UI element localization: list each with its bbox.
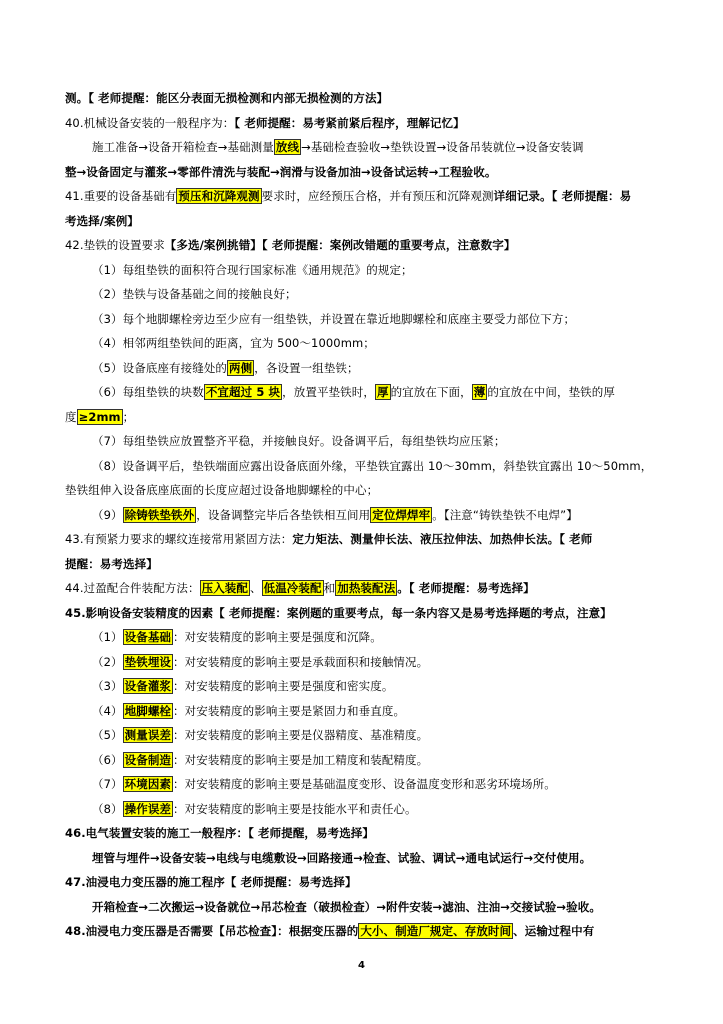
text-segment: ：对安装精度的影响主要是技能水平和责任心。: [173, 801, 417, 816]
text-segment: ，设备调整完毕后: [196, 507, 290, 522]
text-segment: →基础测量: [217, 140, 274, 154]
text-segment: ：对安装精度的影响主要是: [173, 703, 313, 718]
text-segment: （9）: [92, 507, 123, 522]
text-segment: ：对安装精度的影响主要是: [173, 777, 313, 791]
text-segment: 。设备调平后，每组垫铁均应: [319, 434, 471, 448]
text-line: [92, 699, 665, 723]
text-segment: （8）: [92, 801, 123, 816]
text-line: [92, 674, 665, 698]
text-segment: 详细记录。【 老师提醒：易: [493, 189, 632, 203]
text-segment: 44.过盈配合件装配方法：: [65, 581, 200, 595]
text-segment: ；: [122, 409, 135, 424]
highlighted-term: 厚: [376, 385, 389, 399]
highlighted-term: 低温冷装配: [263, 581, 322, 595]
text-segment: 【多选/案例挑错】【 老师提醒：案例改错题的重要考点，注意数字】: [164, 238, 516, 252]
text-segment: 接触良好: [273, 434, 320, 448]
highlighted-term: 地脚螺栓: [124, 703, 172, 718]
text-segment: 强度和沉降: [312, 630, 371, 644]
text-line: [92, 282, 665, 306]
text-line: [92, 331, 665, 355]
text-line: [65, 919, 665, 943]
text-line: [65, 870, 665, 894]
text-segment: ，并有: [377, 189, 413, 203]
text-line: [65, 209, 665, 233]
text-segment: ；: [285, 287, 297, 301]
text-segment: （4）: [92, 703, 123, 718]
text-segment: （2）垫铁与: [92, 287, 158, 301]
highlighted-term: 设备基础: [124, 630, 172, 644]
highlighted-term: 薄: [473, 385, 486, 399]
text-segment: 压紧: [470, 434, 494, 448]
text-segment: 41.重要的设备基础有: [65, 189, 177, 203]
text-segment: （7）每组垫铁应放置: [92, 434, 204, 448]
highlighted-term: 垫铁埋设: [124, 654, 172, 669]
text-line: [92, 356, 665, 380]
text-line: [65, 111, 665, 135]
text-segment: 斜垫铁: [503, 458, 539, 473]
highlighted-term: 预压和沉降观测: [178, 189, 260, 203]
text-segment: 每个地脚螺栓: [122, 311, 193, 326]
text-segment: 。: [393, 703, 406, 718]
highlighted-term: 设备制造: [124, 752, 172, 767]
page-number: 4: [358, 960, 365, 971]
text-segment: ：对安装精度的影响主要是: [173, 728, 313, 742]
text-segment: 。: [416, 728, 429, 742]
text-segment: 预压和沉降观测: [412, 189, 494, 203]
text-line: [65, 184, 665, 208]
text-segment: 一组垫铁: [261, 311, 309, 326]
text-segment: ，各设置一组垫铁: [254, 360, 348, 375]
text-line: [92, 650, 665, 674]
text-segment: ：对安装精度的影响主要是: [173, 752, 313, 767]
text-segment: 。: [544, 777, 556, 791]
text-segment: ，并: [250, 434, 274, 448]
text-segment: 平垫铁: [354, 458, 390, 473]
text-segment: 符合现行国家标准《通用规范》的规定；: [203, 262, 413, 277]
highlighted-term: 压入装配: [201, 581, 248, 595]
text-segment: 加工精度和装配精度: [312, 752, 417, 767]
text-segment: ，宜为 500～1000mm；: [238, 336, 375, 350]
text-line: [92, 503, 665, 527]
text-segment: 接触良好: [238, 287, 286, 301]
text-segment: 47.油浸电力变压器的施工程序【 老师提醒：易考选择】: [65, 875, 357, 889]
text-line: [92, 258, 665, 282]
text-line: [65, 576, 665, 600]
text-segment: 基础温度变形、设备温度变形和恶劣环境场所: [312, 777, 545, 791]
text-segment: →设备开箱: [138, 140, 195, 154]
text-line: [92, 135, 665, 159]
text-segment: 的宜放在中间，垫铁的厚: [487, 385, 615, 399]
text-segment: （5）设备底座有: [92, 360, 181, 375]
text-segment: 【 老师提醒：易考紧前紧后程序，理解记忆】: [234, 115, 465, 130]
highlighted-term: 大小、制造厂规定、存放时间: [360, 924, 512, 938]
text-segment: 考选择/案例】: [65, 213, 139, 228]
text-segment: 各垫铁相互间用: [289, 507, 371, 522]
text-segment: 开箱检查→二次搬运→设备就位→吊芯检查（破损检查）→附件安装→滤油、注油→交接试验→验收。: [92, 899, 601, 914]
text-line: [92, 454, 665, 478]
text-segment: 。: [370, 630, 382, 644]
highlighted-term: 操作误差: [124, 801, 172, 816]
text-line: [65, 233, 665, 257]
text-segment: 仪器精度、基准精度: [312, 728, 417, 742]
text-segment: 块数: [180, 385, 204, 399]
text-line: [65, 552, 665, 576]
text-line: [92, 748, 665, 772]
text-segment: 面积: [180, 262, 204, 277]
text-segment: →基础检查验收→垫铁设置→设备吊装就位→设备安装调: [301, 140, 584, 154]
text-segment: 、: [250, 581, 262, 595]
text-segment: 之间的: [203, 287, 239, 301]
text-segment: ：对安装精度的影响主要是: [173, 679, 313, 693]
text-segment: ；: [347, 360, 359, 375]
text-segment: 48.油浸电力变压器是否需要【吊芯检查】：根据变压器的: [65, 924, 359, 938]
text-line: [92, 895, 665, 919]
text-segment: 设备基础: [157, 287, 204, 301]
text-segment: 整齐平稳: [203, 434, 251, 448]
text-segment: 受力部位下方: [493, 311, 564, 326]
text-segment: ：对安装精度的影响主要是: [173, 654, 313, 669]
text-segment: 垫铁组伸入设备底座底面的长度应超过设备地脚螺栓的中心；: [65, 483, 379, 497]
highlighted-term: 定位焊焊牢: [372, 507, 431, 522]
highlighted-term: ≥2mm: [78, 409, 121, 424]
text-segment: ；: [563, 311, 576, 326]
text-segment: ；: [493, 434, 506, 448]
text-line: [65, 527, 665, 551]
text-segment: 42.垫铁的设置要求: [65, 238, 165, 252]
text-segment: 检查: [194, 140, 218, 154]
text-segment: （3）: [92, 679, 123, 693]
text-segment: 。: [416, 752, 429, 767]
text-line: [92, 625, 665, 649]
text-line: [92, 846, 665, 870]
text-segment: 。: [381, 679, 394, 693]
text-segment: （3）: [92, 311, 123, 326]
text-segment: （6）每组垫铁的: [92, 385, 181, 399]
text-segment: 。: [416, 654, 429, 669]
text-segment: 施工准备: [92, 140, 139, 154]
text-segment: 度: [65, 409, 77, 424]
text-line: [65, 160, 665, 184]
text-segment: （6）: [92, 752, 123, 767]
text-segment: ，: [343, 458, 355, 473]
text-segment: 宜露出 10～30mm，: [389, 458, 504, 473]
highlighted-term: 加热装配法: [337, 581, 396, 595]
text-line: [65, 821, 665, 845]
text-line: [65, 405, 665, 429]
text-segment: 强度和密实度: [312, 679, 382, 693]
text-segment: 紧固力和垂直度: [312, 703, 394, 718]
highlighted-term: 放线: [275, 140, 300, 154]
highlighted-term: 设备灌浆: [124, 679, 172, 693]
text-segment: 提醒：易考选择】: [65, 556, 158, 571]
text-line: [92, 772, 665, 796]
text-line: [92, 797, 665, 821]
highlighted-term: 环境因素: [124, 777, 172, 791]
text-segment: （2）: [92, 654, 123, 669]
text-segment: （8）设备调平后，垫铁端面应露出设备底面: [92, 458, 320, 473]
text-segment: 要求时，应经: [261, 189, 332, 203]
highlighted-term: 测量误差: [124, 728, 172, 742]
text-segment: 的宜放在下面，: [390, 385, 472, 399]
text-line: [92, 307, 665, 331]
text-segment: 测。【 老师提醒：能区分表面无损检测和内部无损检测的方法】: [65, 91, 389, 105]
text-segment: ，并设置在靠近地脚螺栓和底座主要: [308, 311, 494, 326]
highlighted-term: 不宜超过 5 块: [205, 385, 281, 399]
text-segment: 40.机械设备安装的一般程序为：: [65, 115, 235, 130]
text-segment: ，放置平垫铁时，: [282, 385, 375, 399]
text-line: [65, 478, 665, 502]
highlighted-term: 两侧: [229, 360, 253, 375]
text-line: [92, 429, 665, 453]
text-segment: 43.有预紧力要求的螺纹连接常用紧固方法：: [65, 532, 293, 546]
text-segment: 46.电气装置安装的施工一般程序：: [65, 826, 249, 840]
text-segment: （4）相邻两组垫铁间的距离: [92, 336, 239, 350]
text-segment: 。【 老师提醒：易考选择】: [397, 581, 535, 595]
text-segment: 承载面积和接触情况: [312, 654, 417, 669]
text-line: [92, 723, 665, 747]
text-segment: 。【注意“铸铁垫铁不电焊”】: [432, 507, 578, 522]
text-segment: 预压合格: [331, 189, 378, 203]
text-segment: 【 老师提醒，易考选择】: [248, 826, 375, 840]
text-segment: 45.影响设备安装精度的因素【 老师提醒：案例题的重要考点，每一条内容又是易考选择题的考点，注意】: [65, 605, 612, 620]
text-segment: 定力矩法、测量伸长法、液压拉伸法、加热伸长法。【 老师: [292, 532, 593, 546]
text-segment: （1）每组垫铁的: [92, 262, 181, 277]
text-line: [65, 86, 665, 110]
text-segment: 和: [323, 581, 336, 595]
text-line: [92, 380, 665, 404]
text-segment: 宜露出 10～50mm，: [538, 458, 653, 473]
text-segment: 、运输过程中有: [513, 924, 595, 938]
text-segment: 接缝处的: [180, 360, 228, 375]
text-segment: 外缘: [319, 458, 344, 473]
text-segment: 整→设备固定与灌浆→零部件清洗与装配→润滑与设备加油→设备试运转→工程验收。: [65, 164, 497, 179]
highlighted-term: 除铸铁垫铁外: [124, 507, 195, 522]
text-segment: （7）: [92, 777, 123, 791]
text-segment: （1）: [92, 630, 123, 644]
text-segment: 旁边至少应有: [192, 311, 262, 326]
text-segment: （5）: [92, 728, 123, 742]
text-line: [65, 601, 665, 625]
text-segment: ：对安装精度的影响主要是: [173, 630, 313, 644]
text-segment: 埋管与埋件→设备安装→电线与电缆敷设→回路接通→检查、试验、调试→通电试运行→交付使用。: [92, 850, 592, 865]
